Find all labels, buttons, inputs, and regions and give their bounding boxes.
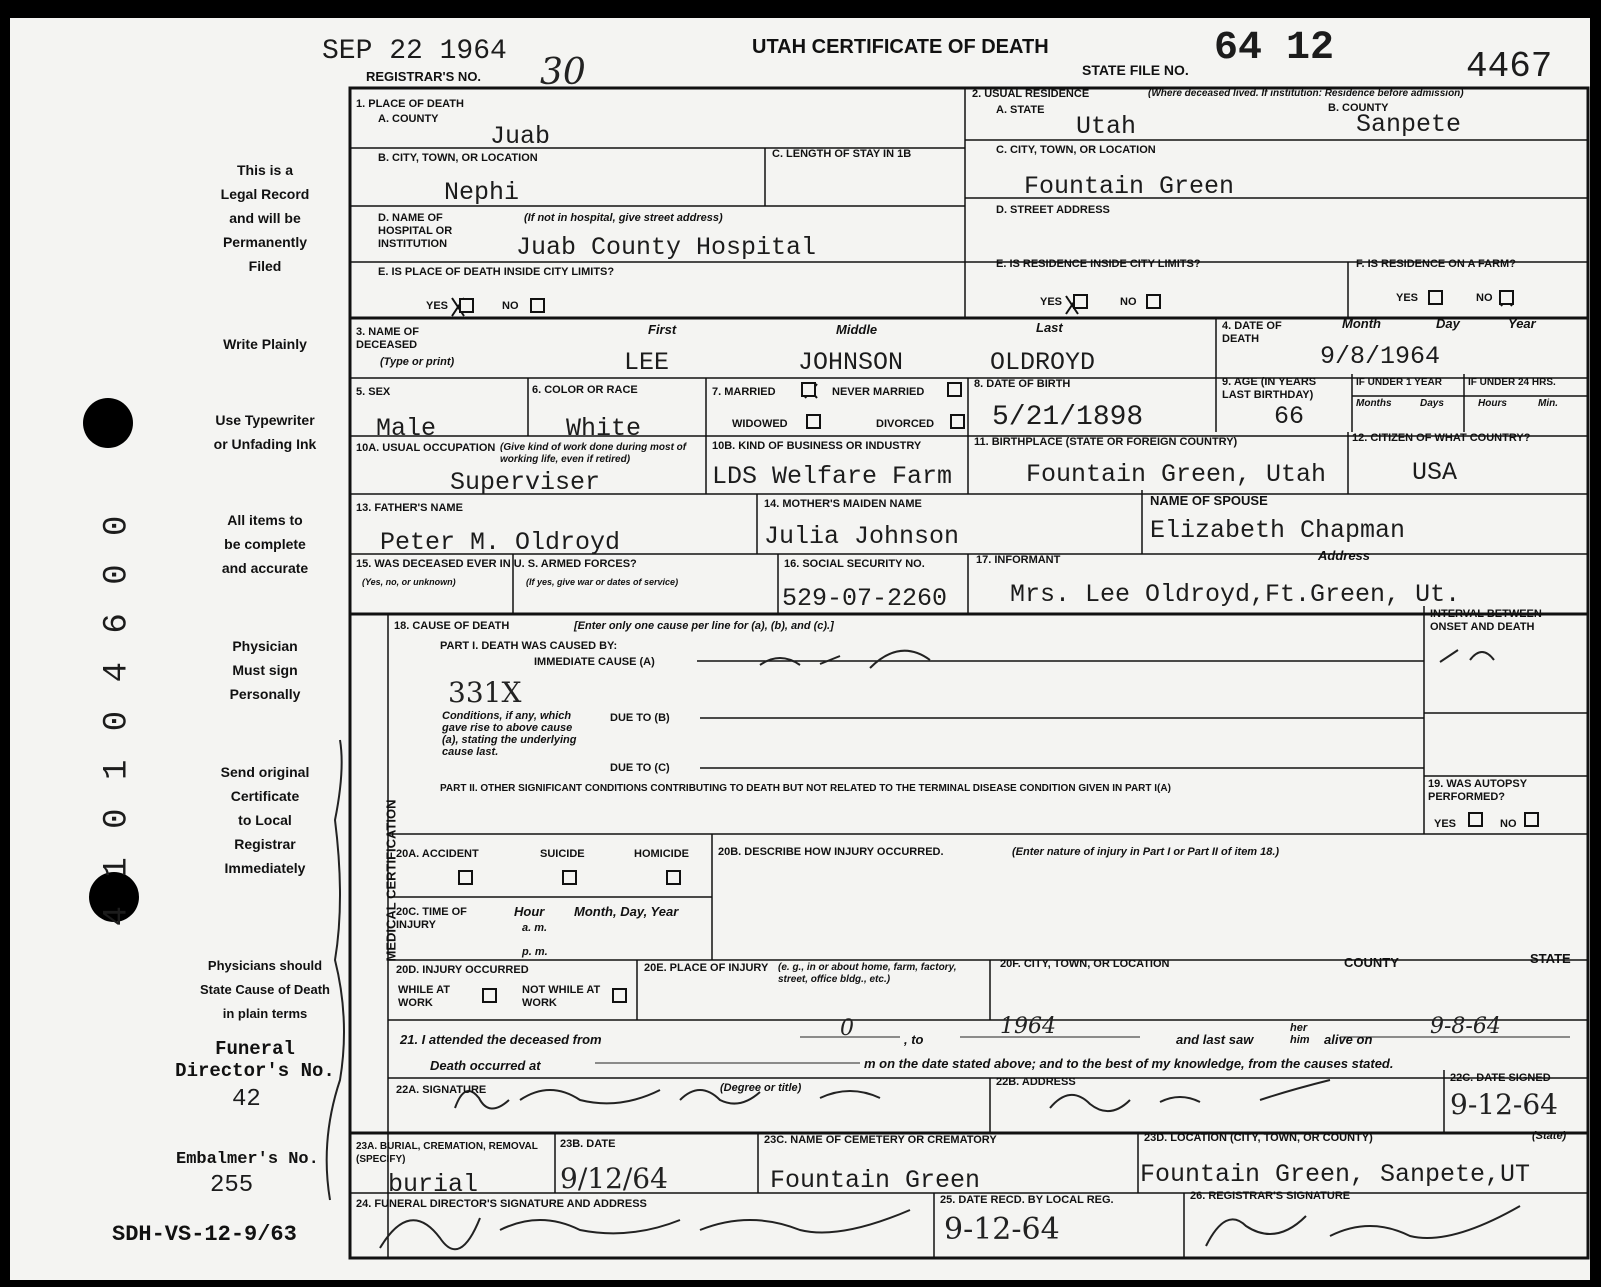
pm-label: p. m.: [522, 946, 548, 958]
f2f-yes: YES: [1396, 292, 1419, 304]
f2f-yes-checkbox[interactable]: [1428, 290, 1443, 305]
f15-note-1: (Yes, no, or unknown): [362, 577, 456, 587]
f22a-label: 22A. SIGNATURE: [396, 1084, 487, 1096]
send-note: Send original Certificate to Local Registrar Immediately: [220, 764, 310, 876]
state-file-label: STATE FILE NO.: [1082, 62, 1189, 78]
due-to-b-label: DUE TO (B): [610, 712, 670, 724]
spouse-value: Elizabeth Chapman: [1150, 516, 1406, 545]
f20f-label: 20F. CITY, TOWN, OR LOCATION: [1000, 958, 1170, 970]
married-checkbox[interactable]: [801, 382, 816, 397]
f1e-no: NO: [502, 300, 519, 312]
f20d-label: 20D. INJURY OCCURRED: [396, 964, 529, 976]
citizen-value: USA: [1412, 458, 1458, 487]
stamp-date: SEP 22 1964: [322, 36, 507, 67]
f9-label: 9. AGE (IN YEARS LAST BIRTHDAY): [1222, 376, 1317, 401]
f22c-label: 22C. DATE SIGNED: [1450, 1072, 1551, 1084]
vertical-certificate-number: 4 1 0 1 0 4 6 0 0: [98, 511, 137, 927]
registrar-no-label: REGISTRAR'S NO.: [366, 69, 482, 84]
interval-label: INTERVAL BETWEEN ONSET AND DEATH: [1430, 608, 1542, 633]
conditions-note: Conditions, if any, which gave rise to above cause (a), stating the underlying cause last.: [442, 710, 577, 758]
f12-label: 12. CITIZEN OF WHAT COUNTRY?: [1352, 432, 1531, 444]
f22b-label: 22B. ADDRESS: [996, 1076, 1076, 1088]
f2d-label: D. STREET ADDRESS: [996, 204, 1110, 216]
mdy-label: Month, Day, Year: [574, 904, 679, 919]
f4-label: 4. DATE OF DEATH: [1222, 320, 1282, 345]
last-name: OLDROYD: [990, 348, 1096, 377]
f1e-yes: YES: [426, 300, 449, 312]
address-label: Address: [1318, 548, 1371, 563]
f1a-label: A. COUNTY: [378, 113, 439, 125]
death-date: 9/8/1964: [1320, 342, 1441, 371]
birth-date: 5/21/1898: [992, 402, 1144, 433]
f2e-no: NO: [1120, 296, 1137, 308]
write-plainly-note: Write Plainly: [223, 336, 307, 352]
sex-value: Male: [376, 414, 437, 443]
f2f-no-checkbox[interactable]: [1499, 290, 1514, 305]
month-label: Month: [1342, 316, 1381, 331]
accident-label: 20A. ACCIDENT: [396, 848, 479, 860]
day-label: Day: [1436, 316, 1460, 331]
autopsy-no-checkbox[interactable]: [1524, 812, 1539, 827]
middle-name: JOHNSON: [798, 348, 904, 377]
cemetery-value: Fountain Green: [770, 1166, 981, 1195]
days-label: Days: [1420, 398, 1444, 409]
physician-note: Physician Must sign Personally: [229, 638, 301, 702]
to-label: , to: [904, 1032, 924, 1047]
f10b-label: 10B. KIND OF BUSINESS OR INDUSTRY: [712, 440, 922, 452]
f6-label: 6. COLOR OR RACE: [532, 384, 638, 396]
due-to-c-label: DUE TO (C): [610, 762, 670, 774]
cause-code: 331X: [448, 676, 522, 709]
autopsy-no: NO: [1500, 818, 1517, 830]
age-value: 66: [1274, 402, 1305, 431]
f20e-label: 20E. PLACE OF INJURY: [644, 962, 769, 974]
f2e-label: E. IS RESIDENCE INSIDE CITY LIMITS?: [996, 258, 1201, 270]
informant-value: Mrs. Lee Oldroyd,Ft.Green, Ut.: [1010, 580, 1461, 609]
ssn-value: 529-07-2260: [782, 584, 948, 613]
recd-date: 9-12-64: [944, 1212, 1060, 1247]
never-married-checkbox[interactable]: [947, 382, 962, 397]
widowed-label: WIDOWED: [732, 418, 788, 430]
autopsy-yes: YES: [1434, 818, 1457, 830]
f20e-note: (e. g., in or about home, farm, factory, street, office bldg., etc.): [778, 962, 957, 985]
burial-date: 9/12/64: [560, 1162, 668, 1195]
f2e-no-checkbox[interactable]: [1146, 294, 1161, 309]
punch-hole: [83, 398, 133, 448]
state-label: STATE: [1530, 951, 1571, 966]
f1e-yes-checkbox[interactable]: [459, 298, 474, 313]
f2e-yes-checkbox[interactable]: [1073, 294, 1088, 309]
f11-label: 11. BIRTHPLACE (STATE OR FOREIGN COUNTRY): [974, 436, 1238, 448]
typewriter-note: Use Typewriter or Unfading Ink: [213, 412, 317, 452]
hour-label: Hour: [514, 904, 545, 919]
months-label: Months: [1356, 398, 1392, 409]
form-code: SDH-VS-12-9/63: [112, 1222, 297, 1247]
state-file-no: 64 12: [1214, 26, 1335, 71]
part2-label: PART II. OTHER SIGNIFICANT CONDITIONS CONTRIBUTING TO DEATH BUT NOT RELATED TO THE TERMINAL DISEASE CONDITION GIVEN IN PART I(A): [440, 783, 1171, 794]
funeral-director-no: 42: [232, 1086, 261, 1113]
f8-label: 8. DATE OF BIRTH: [974, 378, 1071, 390]
f2-label: 2. USUAL RESIDENCE: [972, 88, 1090, 100]
embalmer-no: 255: [210, 1172, 254, 1199]
res-state-value: Utah: [1076, 112, 1137, 141]
f2-note: (Where deceased lived. If institution: Residence before admission): [1148, 88, 1464, 99]
part1-label: PART I. DEATH WAS CAUSED BY:: [440, 640, 618, 652]
county-label: COUNTY: [1344, 955, 1399, 970]
widowed-checkbox[interactable]: [806, 414, 821, 429]
am-label: a. m.: [522, 922, 548, 934]
f13-label: 13. FATHER'S NAME: [356, 502, 463, 514]
attended-from: 0: [840, 1016, 854, 1041]
f20c-label: 20C. TIME OF INJURY: [396, 906, 467, 931]
certificate-title: UTAH CERTIFICATE OF DEATH: [752, 36, 1049, 58]
race-value: White: [566, 414, 642, 443]
min-label: Min.: [1538, 398, 1558, 409]
last-label: Last: [1036, 320, 1063, 335]
state-paren-label: (State): [1532, 1130, 1567, 1142]
res-city-value: Fountain Green: [1024, 172, 1235, 201]
f2c-label: C. CITY, TOWN, OR LOCATION: [996, 144, 1156, 156]
degree-label: (Degree or title): [720, 1082, 802, 1094]
f10a-note: (Give kind of work done during most of working life, even if retired): [500, 442, 687, 465]
f2b-label: B. COUNTY: [1328, 102, 1389, 114]
medical-certification-label: MEDICAL CERTIFICATION: [383, 799, 399, 962]
first-label: First: [648, 322, 677, 337]
f2a-label: A. STATE: [996, 104, 1045, 116]
file-number: 4467: [1466, 46, 1553, 87]
spouse-label: NAME OF SPOUSE: [1150, 493, 1268, 508]
first-name: LEE: [624, 348, 670, 377]
f1-label: 1. PLACE OF DEATH: [356, 98, 464, 110]
f17-label: 17. INFORMANT: [976, 554, 1061, 566]
alive-on-date: 9-8-64: [1430, 1014, 1501, 1039]
year-label: Year: [1508, 316, 1536, 331]
funeral-director-label: Funeral Director's No.: [175, 1038, 335, 1082]
occupation-value: Superviser: [450, 468, 601, 497]
married-label: 7. MARRIED: [712, 386, 776, 398]
on-date-text: m on the date stated above; and to the best of my knowledge, from the causes stated.: [864, 1056, 1394, 1071]
f15-label: 15. WAS DECEASED EVER IN U. S. ARMED FORCES?: [356, 558, 637, 570]
mother-value: Julia Johnson: [764, 522, 960, 551]
f20b-label: 20B. DESCRIBE HOW INJURY OCCURRED.: [718, 846, 944, 858]
f23a-label: 23A. BURIAL, CREMATION, REMOVAL (SPECIFY): [356, 1141, 538, 1165]
f14-label: 14. MOTHER'S MAIDEN NAME: [764, 498, 922, 510]
divorced-checkbox[interactable]: [950, 414, 965, 429]
accident-checkbox[interactable]: [458, 870, 473, 885]
legal-record-note: This is a Legal Record and will be Permanently Filed: [220, 162, 310, 274]
f1b-label: B. CITY, TOWN, OR LOCATION: [378, 152, 538, 164]
while-at-work-checkbox[interactable]: [482, 988, 497, 1003]
f24-label: 24. FUNERAL DIRECTOR'S SIGNATURE AND ADDRESS: [356, 1198, 647, 1210]
f18-label: 18. CAUSE OF DEATH: [394, 620, 510, 632]
f2f-no: NO: [1476, 292, 1493, 304]
res-county-value: Sanpete: [1356, 110, 1462, 139]
death-occurred-label: Death occurred at: [430, 1058, 541, 1073]
middle-label: Middle: [836, 322, 878, 337]
county-value: Juab: [490, 122, 551, 151]
embalmer-label: Embalmer's No.: [176, 1150, 319, 1169]
her-him-label: her him: [1290, 1022, 1310, 1046]
registrar-no: 30: [540, 52, 586, 93]
hospital-value: Juab County Hospital: [516, 233, 817, 262]
homicide-label: HOMICIDE: [634, 848, 689, 860]
suicide-checkbox[interactable]: [562, 870, 577, 885]
f5-label: 5. SEX: [356, 386, 391, 398]
f2e-yes: YES: [1040, 296, 1063, 308]
not-while-at-work-label: NOT WHILE AT WORK: [522, 984, 601, 1009]
hours-label: Hours: [1478, 398, 1507, 409]
suicide-label: SUICIDE: [540, 848, 585, 860]
f1c-label: C. LENGTH OF STAY IN 1B: [772, 148, 912, 160]
f19-label: 19. WAS AUTOPSY PERFORMED?: [1428, 778, 1527, 803]
city-value: Nephi: [444, 178, 520, 207]
f23b-label: 23B. DATE: [560, 1138, 616, 1150]
burial-value: burial: [388, 1170, 479, 1199]
immediate-cause-label: IMMEDIATE CAUSE (A): [534, 656, 655, 668]
burial-location: Fountain Green, Sanpete,UT: [1140, 1160, 1531, 1189]
date-signed: 9-12-64: [1450, 1088, 1558, 1121]
f1d-note: (If not in hospital, give street address): [524, 212, 723, 224]
physicians-state-note: Physicians should State Cause of Death in plain terms: [199, 958, 331, 1021]
divorced-label: DIVORCED: [876, 418, 935, 430]
f18-note: [Enter only one cause per line for (a), (b), and (c).]: [574, 620, 834, 632]
attended-to: 1964: [1000, 1014, 1056, 1039]
business-value: LDS Welfare Farm: [712, 462, 953, 491]
never-married-label: NEVER MARRIED: [832, 386, 925, 398]
birthplace-value: Fountain Green, Utah: [1026, 460, 1327, 489]
f10a-label: 10A. USUAL OCCUPATION: [356, 442, 496, 454]
not-while-at-work-checkbox[interactable]: [612, 988, 627, 1003]
homicide-checkbox[interactable]: [666, 870, 681, 885]
f25-label: 25. DATE RECD. BY LOCAL REG.: [940, 1194, 1114, 1206]
f23c-label: 23C. NAME OF CEMETERY OR CREMATORY: [764, 1134, 997, 1146]
autopsy-yes-checkbox[interactable]: [1468, 812, 1483, 827]
f20b-note: (Enter nature of injury in Part I or Part II of item 18.): [1012, 846, 1280, 858]
f1d-label: D. NAME OF HOSPITAL OR INSTITUTION: [378, 212, 453, 250]
while-at-work-label: WHILE AT WORK: [398, 984, 450, 1009]
complete-note: All items to be complete and accurate: [221, 512, 309, 576]
f15-note-2: (If yes, give war or dates of service): [526, 577, 679, 587]
last-saw-label: and last saw: [1176, 1032, 1254, 1047]
f3-note: (Type or print): [380, 356, 455, 368]
f21-text: 21. I attended the deceased from: [400, 1032, 602, 1047]
alive-on-label: alive on: [1324, 1032, 1373, 1047]
f2f-label: F. IS RESIDENCE ON A FARM?: [1356, 258, 1516, 270]
f1e-no-checkbox[interactable]: [530, 298, 545, 313]
f26-label: 26. REGISTRAR'S SIGNATURE: [1190, 1190, 1351, 1202]
f1e-label: E. IS PLACE OF DEATH INSIDE CITY LIMITS?: [378, 266, 615, 278]
father-value: Peter M. Oldroyd: [380, 528, 621, 557]
under-24-hrs: IF UNDER 24 HRS.: [1468, 377, 1556, 388]
f16-label: 16. SOCIAL SECURITY NO.: [784, 558, 925, 570]
f3-label: 3. NAME OF DECEASED: [356, 326, 419, 351]
under-1-year: IF UNDER 1 YEAR: [1356, 377, 1442, 388]
f23d-label: 23D. LOCATION (CITY, TOWN, OR COUNTY): [1144, 1132, 1373, 1144]
